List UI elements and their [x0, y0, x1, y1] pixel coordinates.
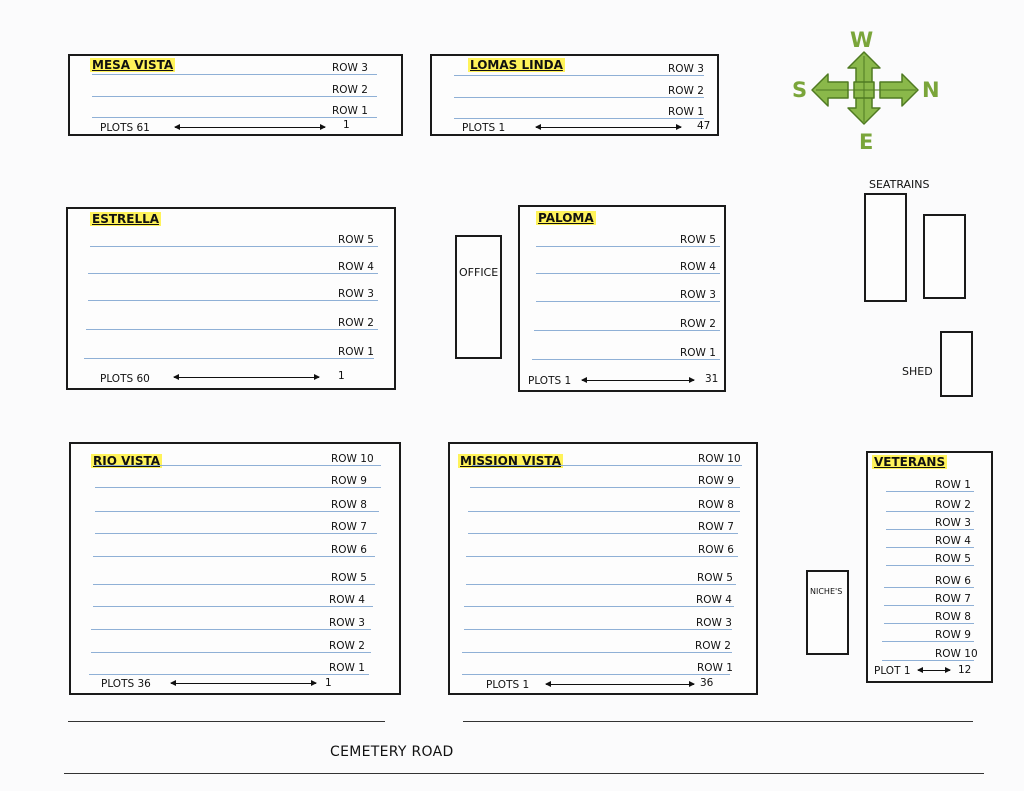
row-line	[454, 75, 704, 76]
section-veterans	[866, 451, 993, 683]
seatrain-container-1	[864, 193, 907, 302]
row-label: ROW 3	[935, 517, 971, 529]
row-label: ROW 4	[680, 261, 716, 273]
row-label: ROW 4	[935, 535, 971, 547]
section-paloma	[518, 205, 726, 392]
section-title: RIO VISTA	[93, 454, 161, 468]
compass-label-west: W	[850, 28, 874, 52]
row-label: ROW 5	[935, 553, 971, 565]
plots-start-label: PLOTS 1	[486, 679, 530, 691]
row-line	[468, 533, 738, 534]
seatrain-container-2	[923, 214, 966, 299]
row-line	[886, 565, 974, 566]
plots-direction-arrow	[171, 683, 316, 684]
row-label: ROW 7	[698, 521, 734, 533]
row-line	[95, 465, 381, 466]
row-line	[886, 491, 974, 492]
row-label: ROW 2	[695, 640, 731, 652]
row-line	[95, 533, 377, 534]
row-label: ROW 4	[696, 594, 732, 606]
row-line	[536, 273, 720, 274]
row-label: ROW 9	[935, 629, 971, 641]
row-line	[92, 74, 377, 75]
row-line	[86, 329, 378, 330]
section-mission-vista	[448, 442, 758, 695]
row-line	[886, 529, 974, 530]
row-label: ROW 3	[668, 63, 704, 75]
row-label: ROW 6	[331, 544, 367, 556]
seatrains-label: SEATRAINS	[869, 178, 930, 191]
plots-end-label: 1	[343, 119, 350, 131]
plots-end-label: 1	[338, 370, 345, 382]
row-line	[472, 465, 742, 466]
row-label: ROW 4	[329, 594, 365, 606]
section-title: LOMAS LINDA	[470, 58, 563, 72]
section-title: MISSION VISTA	[460, 454, 561, 468]
row-label: ROW 10	[331, 453, 374, 465]
section-title: PALOMA	[538, 211, 594, 225]
compass-label-east: E	[859, 130, 874, 154]
row-label: ROW 1	[697, 662, 733, 674]
row-line	[882, 641, 974, 642]
niches-label: NICHE'S	[810, 587, 843, 596]
section-title: ESTRELLA	[92, 212, 160, 226]
plots-start-label: PLOTS 61	[100, 122, 150, 134]
office-label: OFFICE	[459, 266, 499, 279]
row-label: ROW 10	[698, 453, 741, 465]
plots-direction-arrow	[175, 127, 325, 128]
row-line	[89, 674, 369, 675]
compass-rose	[788, 28, 946, 156]
section-title: MESA VISTA	[92, 58, 174, 72]
row-line	[884, 587, 974, 588]
row-label: ROW 2	[680, 318, 716, 330]
row-label: ROW 10	[935, 648, 978, 660]
plots-start-label: PLOTS 1	[528, 375, 572, 387]
row-line	[84, 358, 374, 359]
row-label: ROW 5	[331, 572, 367, 584]
row-line	[466, 584, 736, 585]
row-label: ROW 1	[668, 106, 704, 118]
row-label: ROW 2	[935, 499, 971, 511]
row-line	[884, 605, 974, 606]
plots-end-label: 36	[700, 677, 714, 689]
row-label: ROW 7	[331, 521, 367, 533]
row-line	[91, 629, 371, 630]
row-line	[90, 246, 378, 247]
row-label: ROW 1	[680, 347, 716, 359]
row-line	[454, 118, 704, 119]
row-label: ROW 3	[332, 62, 368, 74]
row-line	[93, 584, 375, 585]
row-line	[95, 487, 381, 488]
compass-label-north: N	[922, 78, 940, 102]
row-label: ROW 6	[698, 544, 734, 556]
row-line	[536, 301, 720, 302]
row-line	[462, 652, 732, 653]
plots-start-label: PLOT 1	[874, 665, 911, 677]
shed-label: SHED	[902, 365, 933, 378]
row-label: ROW 8	[698, 499, 734, 511]
road-edge-line-left	[68, 721, 385, 722]
section-mesa-vista	[68, 54, 403, 136]
row-line	[93, 556, 375, 557]
row-label: ROW 3	[680, 289, 716, 301]
row-label: ROW 8	[935, 611, 971, 623]
row-line	[88, 300, 378, 301]
row-label: ROW 1	[332, 105, 368, 117]
row-label: ROW 5	[680, 234, 716, 246]
row-line	[464, 629, 732, 630]
row-label: ROW 1	[338, 346, 374, 358]
road-edge-line-bottom	[64, 773, 984, 774]
row-label: ROW 8	[331, 499, 367, 511]
row-line	[91, 652, 371, 653]
row-label: ROW 7	[935, 593, 971, 605]
row-line	[882, 660, 974, 661]
row-line	[92, 117, 377, 118]
plots-end-label: 12	[958, 664, 972, 676]
row-label: ROW 3	[338, 288, 374, 300]
row-label: ROW 6	[935, 575, 971, 587]
plots-direction-arrow	[918, 670, 950, 671]
compass-label-south: S	[792, 78, 808, 102]
row-line	[884, 623, 974, 624]
row-label: ROW 9	[331, 475, 367, 487]
row-line	[532, 359, 720, 360]
row-line	[93, 606, 373, 607]
plots-direction-arrow	[582, 380, 694, 381]
plots-start-label: PLOTS 60	[100, 373, 150, 385]
row-label: ROW 5	[338, 234, 374, 246]
compass-arrows-icon	[788, 28, 946, 156]
row-line	[886, 547, 974, 548]
plots-direction-arrow	[174, 377, 319, 378]
row-label: ROW 2	[338, 317, 374, 329]
row-line	[462, 674, 730, 675]
plots-end-label: 47	[697, 120, 711, 132]
row-line	[886, 511, 974, 512]
building-niches	[806, 570, 849, 655]
row-label: ROW 1	[329, 662, 365, 674]
row-line	[468, 511, 740, 512]
row-line	[464, 606, 734, 607]
row-label: ROW 9	[698, 475, 734, 487]
building-shed	[940, 331, 973, 397]
plots-end-label: 31	[705, 373, 719, 385]
road-edge-line-right	[463, 721, 973, 722]
row-line	[470, 487, 740, 488]
row-label: ROW 3	[329, 617, 365, 629]
row-line	[454, 97, 704, 98]
plots-direction-arrow	[536, 127, 681, 128]
section-lomas-linda	[430, 54, 719, 136]
row-label: ROW 2	[332, 84, 368, 96]
row-line	[536, 246, 720, 247]
road-label: CEMETERY ROAD	[330, 744, 454, 760]
plots-start-label: PLOTS 36	[101, 678, 151, 690]
row-line	[466, 556, 738, 557]
plots-end-label: 1	[325, 677, 332, 689]
row-label: ROW 4	[338, 261, 374, 273]
row-label: ROW 3	[696, 617, 732, 629]
section-rio-vista	[69, 442, 401, 695]
section-title: VETERANS	[874, 455, 946, 469]
row-line	[88, 273, 378, 274]
plots-start-label: PLOTS 1	[462, 122, 506, 134]
row-label: ROW 2	[329, 640, 365, 652]
plots-direction-arrow	[546, 684, 694, 685]
row-line	[534, 330, 720, 331]
row-label: ROW 5	[697, 572, 733, 584]
row-line	[92, 96, 377, 97]
row-label: ROW 2	[668, 85, 704, 97]
building-office	[455, 235, 502, 359]
row-label: ROW 1	[935, 479, 971, 491]
row-line	[95, 511, 379, 512]
section-estrella	[66, 207, 396, 390]
